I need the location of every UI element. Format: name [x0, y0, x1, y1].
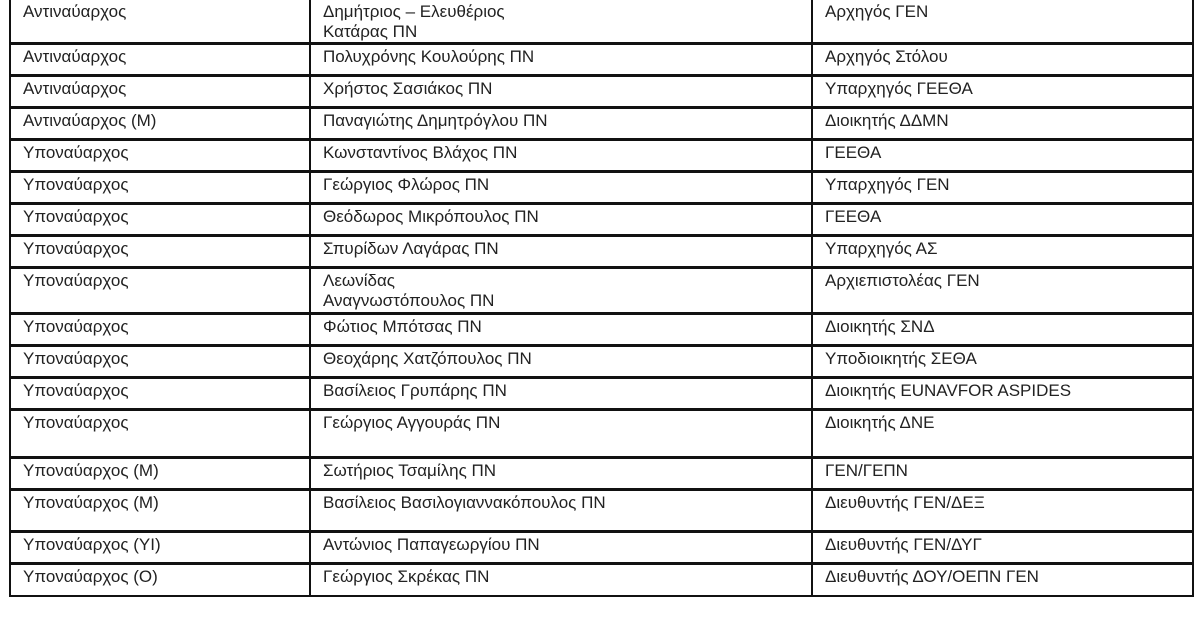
name-line: Κατάρας ΠΝ — [323, 22, 418, 41]
rank-cell: Αντιναύαρχος — [10, 44, 310, 76]
rank-cell: Υποναύαρχος — [10, 236, 310, 268]
name-cell — [310, 236, 812, 268]
name-line: Γεώργιος Φλώρος ΠΝ — [323, 175, 490, 194]
table-row — [10, 314, 1193, 346]
rank-cell: Υποναύαρχος (Μ) — [10, 490, 310, 532]
rank-cell: Υποναύαρχος (Ο) — [10, 564, 310, 596]
name-line: Αναγνωστόπουλος ΠΝ — [323, 291, 495, 310]
position-cell: Υπαρχηγός ΓΕΕΘΑ — [812, 76, 1193, 108]
rank-cell: Υποναύαρχος — [10, 346, 310, 378]
position-cell: Διοικητής ΔΝΕ — [812, 410, 1193, 458]
position-cell: Υπαρχηγός ΑΣ — [812, 236, 1193, 268]
table-row — [10, 346, 1193, 378]
rank-cell: Υποναύαρχος (ΥΙ) — [10, 532, 310, 564]
table-row — [10, 204, 1193, 236]
position-cell: Διοικητής EUNAVFOR ASPIDES — [812, 378, 1193, 410]
rank-cell: Υποναύαρχος — [10, 172, 310, 204]
name-line: Παναγιώτης Δημητρόγλου ΠΝ — [323, 111, 548, 130]
name-line: Βασίλειος Βασιλογιαννακόπουλος ΠΝ — [323, 493, 606, 512]
table-row — [10, 564, 1193, 596]
name-cell — [310, 204, 812, 236]
table-row — [10, 490, 1193, 532]
rank-cell: Αντιναύαρχος — [10, 0, 310, 44]
position-cell: Υπαρχηγός ΓΕΝ — [812, 172, 1193, 204]
name-cell — [310, 564, 812, 596]
table-row — [10, 172, 1193, 204]
rank-cell: Υποναύαρχος — [10, 268, 310, 314]
name-cell — [310, 490, 812, 532]
name-cell — [310, 76, 812, 108]
table-row — [10, 44, 1193, 76]
name-line: Γεώργιος Αγγουράς ΠΝ — [323, 413, 501, 432]
position-cell: Διευθυντής ΔΟΥ/ΟΕΠΝ ΓΕΝ — [812, 564, 1193, 596]
table-row — [10, 108, 1193, 140]
name-cell — [310, 346, 812, 378]
name-cell — [310, 268, 812, 314]
position-cell: Διοικητής ΔΔΜΝ — [812, 108, 1193, 140]
position-cell: Αρχηγός Στόλου — [812, 44, 1193, 76]
rank-cell: Υποναύαρχος — [10, 140, 310, 172]
name-line: Σωτήριος Τσαμίλης ΠΝ — [323, 461, 497, 480]
table-row — [10, 410, 1193, 458]
name-line: Φώτιος Μπότσας ΠΝ — [323, 317, 482, 336]
position-cell: ΓΕΝ/ΓΕΠΝ — [812, 458, 1193, 490]
rank-cell: Υποναύαρχος — [10, 314, 310, 346]
position-cell: Διοικητής ΣΝΔ — [812, 314, 1193, 346]
officer-table-document — [9, 0, 1192, 597]
name-line: Λεωνίδας — [323, 271, 395, 290]
name-cell — [310, 44, 812, 76]
name-cell — [310, 378, 812, 410]
position-cell: Διευθυντής ΓΕΝ/ΔΕΞ — [812, 490, 1193, 532]
name-line: Βασίλειος Γρυπάρης ΠΝ — [323, 381, 507, 400]
name-cell — [310, 0, 812, 44]
name-cell — [310, 108, 812, 140]
name-line: Χρήστος Σασιάκος ΠΝ — [323, 79, 493, 98]
position-cell: ΓΕΕΘΑ — [812, 204, 1193, 236]
position-cell: Αρχηγός ΓΕΝ — [812, 0, 1193, 44]
position-cell: ΓΕΕΘΑ — [812, 140, 1193, 172]
name-line: Θεοχάρης Χατζόπουλος ΠΝ — [323, 349, 532, 368]
table-row — [10, 236, 1193, 268]
rank-cell: Υποναύαρχος (Μ) — [10, 458, 310, 490]
rank-cell: Υποναύαρχος — [10, 410, 310, 458]
name-line: Σπυρίδων Λαγάρας ΠΝ — [323, 239, 499, 258]
name-cell — [310, 172, 812, 204]
rank-cell: Υποναύαρχος — [10, 378, 310, 410]
name-line: Γεώργιος Σκρέκας ΠΝ — [323, 567, 490, 586]
position-cell: Διευθυντής ΓΕΝ/ΔΥΓ — [812, 532, 1193, 564]
name-line: Πολυχρόνης Κουλούρης ΠΝ — [323, 47, 535, 66]
table-row — [10, 76, 1193, 108]
name-cell — [310, 532, 812, 564]
name-cell — [310, 458, 812, 490]
name-cell — [310, 410, 812, 458]
officer-table-body — [10, 0, 1193, 596]
table-row — [10, 458, 1193, 490]
table-row — [10, 0, 1193, 44]
rank-cell: Υποναύαρχος — [10, 204, 310, 236]
name-cell — [310, 314, 812, 346]
position-cell: Υποδιοικητής ΣΕΘΑ — [812, 346, 1193, 378]
name-line: Αντώνιος Παπαγεωργίου ΠΝ — [323, 535, 540, 554]
table-row — [10, 268, 1193, 314]
table-row — [10, 532, 1193, 564]
rank-cell: Αντιναύαρχος — [10, 76, 310, 108]
table-row — [10, 140, 1193, 172]
position-cell: Αρχιεπιστολέας ΓΕΝ — [812, 268, 1193, 314]
name-line: Κωνσταντίνος Βλάχος ΠΝ — [323, 143, 518, 162]
officer-table — [9, 0, 1194, 597]
name-line: Δημήτριος – Ελευθέριος — [323, 2, 505, 21]
name-cell — [310, 140, 812, 172]
name-line: Θεόδωρος Μικρόπουλος ΠΝ — [323, 207, 539, 226]
table-row — [10, 378, 1193, 410]
rank-cell: Αντιναύαρχος (Μ) — [10, 108, 310, 140]
